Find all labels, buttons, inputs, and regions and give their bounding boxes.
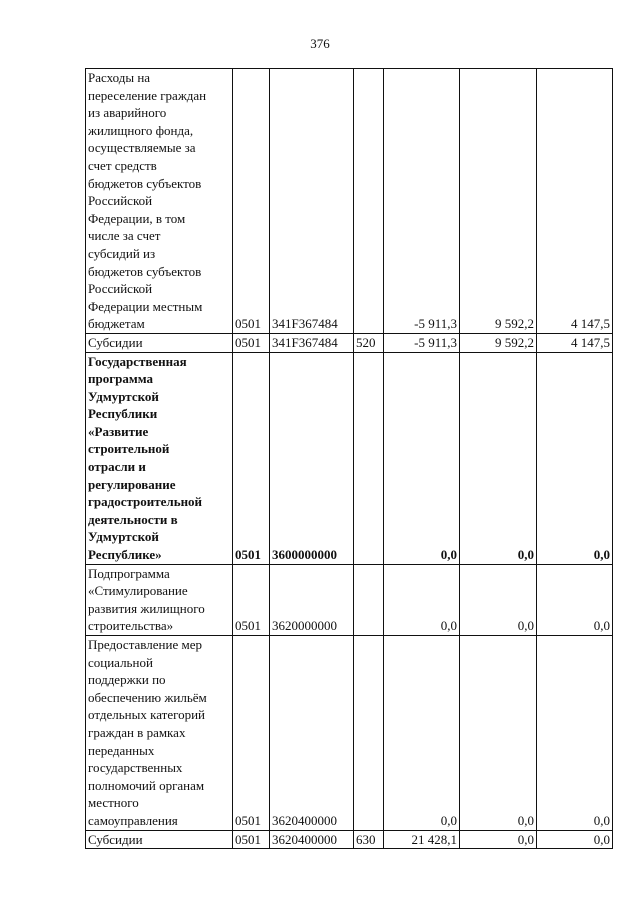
amount-1-cell: 0,0	[384, 352, 460, 564]
target-article-cell: 3620400000	[270, 636, 354, 831]
budget-table-body	[86, 69, 613, 849]
amount-3-cell: 4 147,5	[537, 333, 613, 352]
amount-3-cell: 0,0	[537, 564, 613, 635]
amount-2-cell: 0,0	[460, 636, 537, 831]
table-row	[86, 333, 613, 352]
amount-2-cell: 9 592,2	[460, 333, 537, 352]
target-article-cell: 341F367484	[270, 69, 354, 334]
table-row	[86, 830, 613, 849]
amount-2-cell: 0,0	[460, 352, 537, 564]
table-row	[86, 636, 613, 831]
budget-table	[85, 68, 613, 849]
amount-3-cell: 0,0	[537, 830, 613, 849]
target-article-cell: 341F367484	[270, 333, 354, 352]
section-code-cell: 0501	[233, 333, 270, 352]
table-row	[86, 69, 613, 334]
section-code-cell: 0501	[233, 69, 270, 334]
row-name-cell: Расходы на переселение граждан из аварийного жилищного фонда, осуществляемые за счет средств бюджетов субъектов Российской Федерации, в том числе за счет субсидий из бюджетов субъектов Российской Федерации местным бюджетам	[86, 69, 233, 334]
amount-1-cell: -5 911,3	[384, 333, 460, 352]
row-name-cell: Субсидии	[86, 333, 233, 352]
section-code-cell: 0501	[233, 352, 270, 564]
row-name-cell: Государственная программа Удмуртской Республики «Развитие строительной отрасли и регулирование градостроительной деятельности в Удмуртской Республике»	[86, 352, 233, 564]
amount-3-cell: 4 147,5	[537, 69, 613, 334]
amount-3-cell: 0,0	[537, 636, 613, 831]
row-name-cell: Предоставление мер социальной поддержки по обеспечению жильём отдельных категорий граждан в рамках переданных государственных полномочий органам местного самоуправления	[86, 636, 233, 831]
section-code-cell: 0501	[233, 564, 270, 635]
row-name-cell: Подпрограмма «Стимулирование развития жилищного строительства»	[86, 564, 233, 635]
table-row	[86, 564, 613, 635]
amount-2-cell: 0,0	[460, 830, 537, 849]
expense-type-cell: 630	[354, 830, 384, 849]
section-code-cell: 0501	[233, 830, 270, 849]
target-article-cell: 3600000000	[270, 352, 354, 564]
expense-type-cell	[354, 352, 384, 564]
row-name-cell: Субсидии	[86, 830, 233, 849]
amount-1-cell: 0,0	[384, 636, 460, 831]
amount-1-cell: 21 428,1	[384, 830, 460, 849]
expense-type-cell	[354, 636, 384, 831]
amount-2-cell: 9 592,2	[460, 69, 537, 334]
page-number: 376	[310, 36, 330, 51]
section-code-cell: 0501	[233, 636, 270, 831]
table-row	[86, 352, 613, 564]
expense-type-cell: 520	[354, 333, 384, 352]
amount-3-cell: 0,0	[537, 352, 613, 564]
amount-1-cell: 0,0	[384, 564, 460, 635]
expense-type-cell	[354, 564, 384, 635]
amount-2-cell: 0,0	[460, 564, 537, 635]
target-article-cell: 3620400000	[270, 830, 354, 849]
target-article-cell: 3620000000	[270, 564, 354, 635]
amount-1-cell: -5 911,3	[384, 69, 460, 334]
expense-type-cell	[354, 69, 384, 334]
